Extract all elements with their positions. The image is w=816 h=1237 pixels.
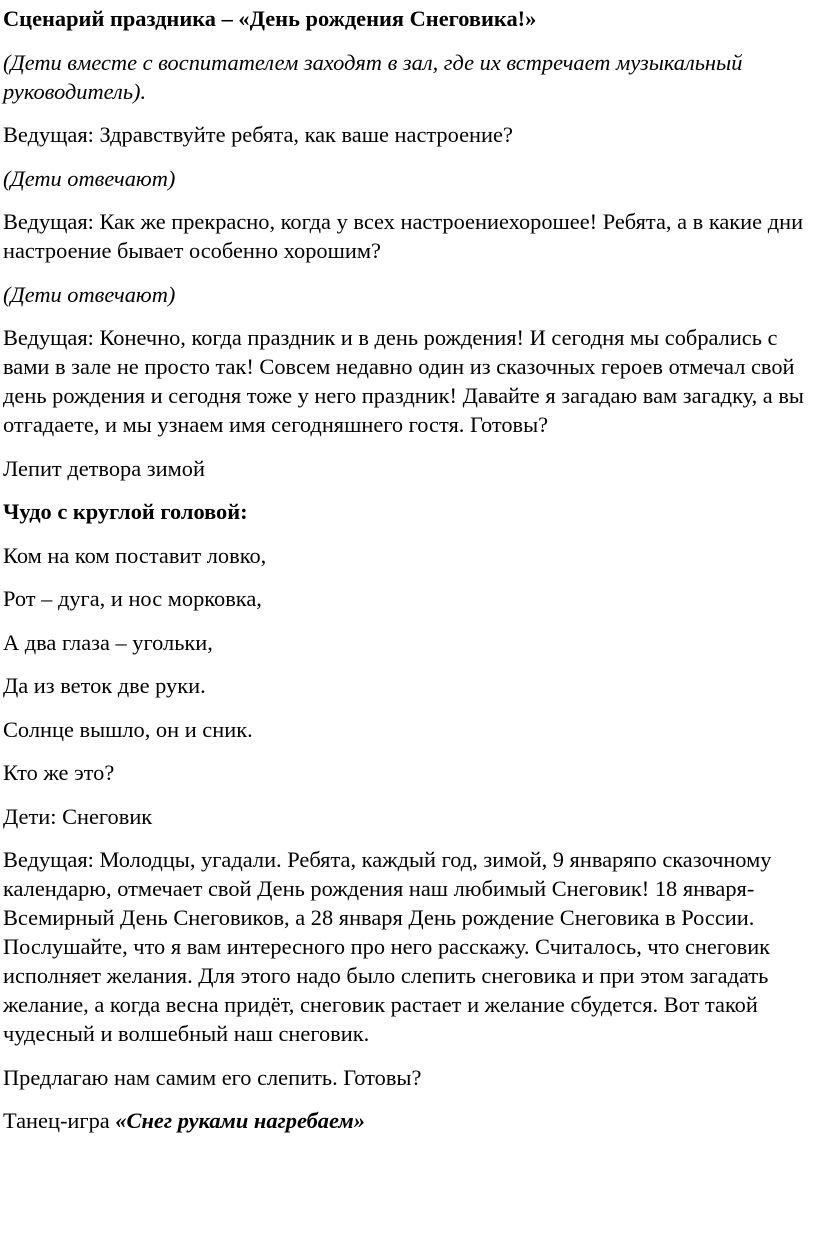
riddle-line: Лепит детвора зимой: [3, 455, 205, 481]
riddle-line: Чудо с круглой головой:: [3, 499, 248, 524]
dialogue-line: Ведущая: Здравствуйте ребята, как ваше настроение?: [3, 122, 513, 147]
stage-direction-intro: (Дети вместе с воспитателем заходят в зал, где их встречает музыкальный руководитель).: [3, 49, 743, 104]
riddle-line: А два глаза – угольки,: [3, 629, 213, 655]
dialogue-line: Предлагаю нам самим его слепить. Готовы?: [3, 1064, 422, 1090]
dialogue-line: Ведущая: Молодцы, угадали. Ребята, каждый год, зимой, 9 январяпо сказочному календарю, отмечает свой День рождения наш любимый Снеговик! 18 января-Всемирный День Снеговиков, а 28 января День рождение Снеговика в России. Послушайте, что я вам интересного про него расскажу. Считалось, что снеговик исполняет желания. Для этого надо было слепить снеговика и при этом загадать желание, а когда весна придёт, снеговик растает и желание сбудется. Вот такой чудесный и волшебный наш снеговик.: [3, 847, 772, 1046]
dialogue-line: Дети: Снеговик: [3, 803, 153, 829]
riddle-line: Кто же это?: [3, 760, 115, 785]
riddle-line: Да из веток две руки.: [3, 673, 206, 698]
stage-direction: (Дети отвечают): [3, 281, 176, 307]
riddle-line: Рот – дуга, и нос морковка,: [3, 586, 262, 611]
dance-game-line: [3, 1106, 812, 1135]
stage-direction: (Дети отвечают): [3, 165, 176, 191]
riddle-line: Ком на ком поставит ловко,: [3, 542, 267, 568]
dance-game-title: «Снег руками нагребаем»: [115, 1108, 365, 1133]
riddle-line: Солнце вышло, он и сник.: [3, 716, 253, 742]
dialogue-line: Ведущая: Как же прекрасно, когда у всех настроениехорошее! Ребята, а в какие дни настроение бывает особенно хорошим?: [3, 209, 804, 263]
dance-game-prefix: Танец-игра: [3, 1108, 116, 1133]
dialogue-line: Ведущая: Конечно, когда праздник и в день рождения! И сегодня мы собрались с вами в зале не просто так! Совсем недавно один из сказочных героев отмечал свой день рождения и сегодня тоже у него праздник! Давайте я загадаю вам загадку, а вы отгадаете, и мы узнаем имя сегодняшнего гостя. Готовы?: [3, 325, 804, 437]
document-title: Сценарий праздника – «День рождения Снеговика!»: [3, 6, 537, 31]
